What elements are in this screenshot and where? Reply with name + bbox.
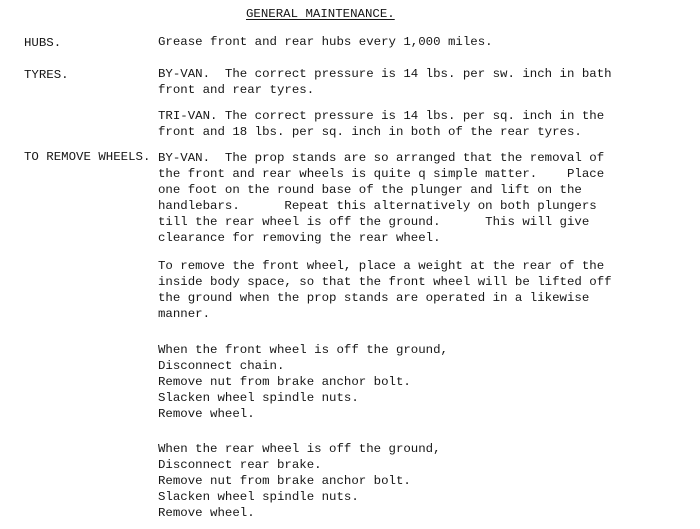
front-para-line-4: manner. xyxy=(158,307,211,321)
front-para-line-3: the ground when the prop stands are operated in a likewise xyxy=(158,291,590,305)
front-step-4: Slacken wheel spindle nuts. xyxy=(158,391,359,405)
byvan-para-line-5: till the rear wheel is off the ground. This will give xyxy=(158,215,590,229)
section-label-tyres: TYRES. xyxy=(24,68,69,82)
tyres-trivan-line-1: TRI-VAN. The correct pressure is 14 lbs. per sq. inch in the xyxy=(158,109,605,123)
byvan-para-line-6: clearance for removing the rear wheel. xyxy=(158,231,441,245)
front-para-line-2: inside body space, so that the front wheel will be lifted off xyxy=(158,275,612,289)
front-step-1: When the front wheel is off the ground, xyxy=(158,343,448,357)
hubs-text: Grease front and rear hubs every 1,000 miles. xyxy=(158,35,493,49)
front-step-3: Remove nut from brake anchor bolt. xyxy=(158,375,411,389)
rear-step-2: Disconnect rear brake. xyxy=(158,458,322,472)
front-para-line-1: To remove the front wheel, place a weight at the rear of the xyxy=(158,259,605,273)
tyres-trivan-line-2: front and 18 lbs. per sq. inch in both of the rear tyres. xyxy=(158,125,582,139)
tyres-byvan-line-1: BY-VAN. The correct pressure is 14 lbs. per sw. inch in bath xyxy=(158,67,612,81)
front-step-2: Disconnect chain. xyxy=(158,359,285,373)
section-label-hubs: HUBS. xyxy=(24,36,62,50)
tyres-byvan-line-2: front and rear tyres. xyxy=(158,83,315,97)
byvan-para-line-1: BY-VAN. The prop stands are so arranged that the removal of xyxy=(158,151,605,165)
rear-step-1: When the rear wheel is off the ground, xyxy=(158,442,441,456)
rear-step-4: Slacken wheel spindle nuts. xyxy=(158,490,359,504)
page-title: GENERAL MAINTENANCE. xyxy=(246,7,395,21)
front-step-5: Remove wheel. xyxy=(158,407,255,421)
rear-step-3: Remove nut from brake anchor bolt. xyxy=(158,474,411,488)
byvan-para-line-2: the front and rear wheels is quite q simple matter. Place xyxy=(158,167,605,181)
section-label-remove-wheels: TO REMOVE WHEELS. xyxy=(24,150,151,164)
rear-step-5: Remove wheel. xyxy=(158,506,255,520)
byvan-para-line-3: one foot on the round base of the plunger and lift on the xyxy=(158,183,582,197)
byvan-para-line-4: handlebars. Repeat this alternatively on both plungers xyxy=(158,199,597,213)
